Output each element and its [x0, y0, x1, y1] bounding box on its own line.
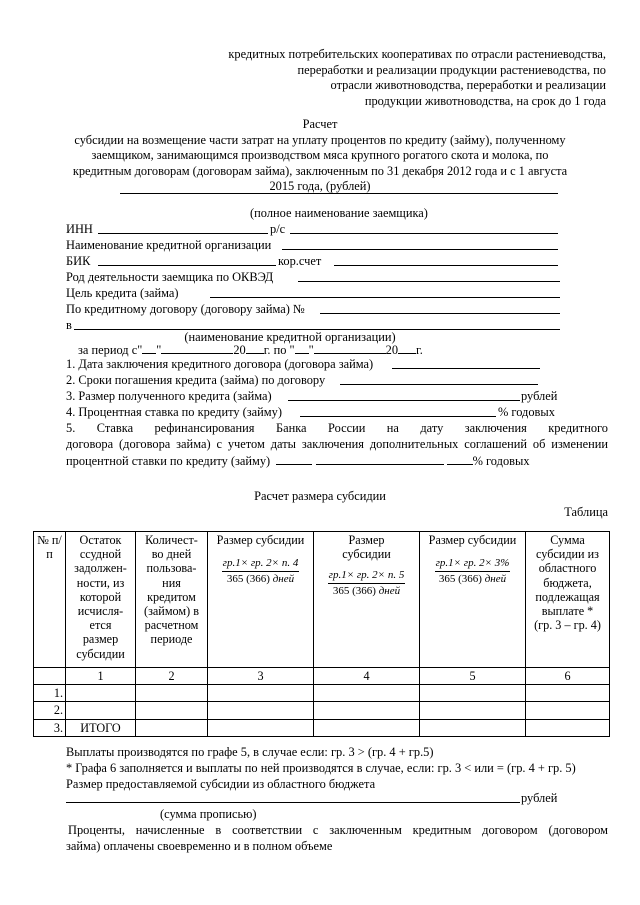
- header-line: Размер субсидии: [216, 533, 305, 547]
- header-line: (займом) в: [144, 604, 199, 619]
- table-cell[interactable]: [136, 702, 208, 719]
- header-line: подлежащая: [535, 589, 600, 604]
- column-number: 1: [66, 668, 136, 685]
- header-line: исчисля-: [77, 604, 124, 619]
- total-label: ИТОГО: [66, 719, 136, 736]
- table-cell[interactable]: [208, 702, 314, 719]
- item-5-prefix: процентной ставки по кредиту (займу): [66, 454, 271, 468]
- item-5-line3: [66, 453, 530, 470]
- period-quote: ": [156, 343, 162, 357]
- period-day-to[interactable]: [295, 342, 309, 354]
- period-mid: г. по ": [263, 343, 295, 357]
- period-month-to[interactable]: [314, 342, 386, 354]
- header-line: отрасли животноводства, переработки и реализации: [330, 78, 606, 93]
- col-subsidy-p5-header: [314, 532, 420, 668]
- purpose-line[interactable]: [210, 286, 560, 298]
- item-3-unit: рублей: [521, 389, 558, 403]
- header-line: кредитных потребительских кооперативах по отрасли растениеводства,: [228, 47, 606, 61]
- row-number: 1.: [34, 685, 66, 702]
- table-cell[interactable]: [526, 719, 610, 736]
- period-year-to: 20: [385, 343, 399, 357]
- inn-line[interactable]: [98, 222, 268, 234]
- header-line: ссудной: [79, 547, 122, 562]
- header-line: расчетном: [144, 618, 199, 633]
- note-3: Размер предоставляемой субсидии из областного бюджета: [66, 777, 376, 791]
- borrower-caption: (полное наименование заемщика): [250, 206, 428, 220]
- column-number: 2: [136, 668, 208, 685]
- column-number: 3: [208, 668, 314, 685]
- denominator-text: 365 (366): [438, 573, 485, 586]
- note-2: * Графа 6 заполняется и выплаты по ней производятся в случае, если: гр. 3 < или = (гр. 4 + гр. 5): [66, 761, 576, 775]
- in-prefix: в: [66, 318, 72, 332]
- header-line: Остаток: [79, 533, 122, 547]
- header-line: субсидии: [342, 547, 391, 562]
- item-5-line2: договора (договора займа) с учетом даты заключения дополнительных соглашений об изменении: [66, 437, 608, 451]
- table-cell[interactable]: [420, 719, 526, 736]
- table-cell[interactable]: [66, 702, 136, 719]
- okved-label: Род деятельности заемщика по ОКВЭД: [66, 270, 274, 284]
- subsidy-table: [33, 531, 610, 737]
- subsidy-amount-line[interactable]: [66, 791, 520, 803]
- col-number-header-text: № п/п: [37, 533, 62, 562]
- item-5-field-2[interactable]: [316, 453, 444, 465]
- corr-account-line[interactable]: [334, 254, 558, 266]
- denominator-text: 365 (366): [226, 573, 273, 586]
- row-number: 2.: [34, 702, 66, 719]
- table-cell[interactable]: [136, 719, 208, 736]
- header-line: Сумма: [550, 533, 585, 547]
- header-line: областного: [538, 561, 597, 576]
- words-caption: (сумма прописью): [160, 807, 257, 821]
- header-line: Размер: [348, 533, 385, 547]
- header-line: Количест-: [145, 533, 198, 547]
- borrower-name-line[interactable]: [120, 193, 558, 194]
- header-block: [228, 47, 606, 109]
- header-line: во дней: [151, 547, 192, 562]
- denominator-unit: дней: [272, 573, 295, 586]
- contract-line[interactable]: [320, 302, 560, 314]
- contract-label: По кредитному договору (договору займа) №: [66, 302, 305, 316]
- formula-p4: [222, 557, 300, 586]
- denominator-text: 365 (366): [332, 585, 379, 598]
- title-line: кредитным договорам (договорам займа), заключенным по 31 декабря 2012 года и с 1 августа: [72, 163, 568, 178]
- header-line: периоде: [150, 632, 193, 647]
- formula-denominator: [328, 584, 406, 598]
- header-line: бюджета,: [543, 575, 592, 590]
- period-quote: ": [308, 343, 314, 357]
- item-4-line[interactable]: [300, 405, 496, 417]
- denominator-unit: дней: [484, 573, 507, 586]
- col-subsidy-3pct-header: [420, 532, 526, 668]
- table-cell[interactable]: [314, 702, 420, 719]
- row-number: 3.: [34, 719, 66, 736]
- header-line: ния: [162, 575, 181, 590]
- header-line: задолжен-: [74, 561, 127, 576]
- header-line: которой: [79, 589, 122, 604]
- period-year-from-field[interactable]: [246, 342, 264, 354]
- title-line: субсидии на возмещение части затрат на уплату процентов по кредиту (займу), полученному: [74, 132, 566, 147]
- table-cell[interactable]: [420, 702, 526, 719]
- item-4-unit: % годовых: [498, 405, 555, 419]
- item-2-line[interactable]: [340, 373, 538, 385]
- formula-p5: [328, 569, 406, 598]
- inn-label: ИНН: [66, 222, 93, 236]
- table-cell[interactable]: [420, 685, 526, 702]
- title-line: заемщиком, занимающимся производством мяса крупного рогатого скота и молока, по: [91, 148, 549, 162]
- col-days-header: [136, 532, 208, 668]
- period-year-from: 20: [233, 343, 246, 357]
- header-line: (гр. 3 – гр. 4): [534, 618, 601, 633]
- table-header-row: [34, 532, 610, 668]
- note-1: Выплаты производятся по графе 5, в случае если: гр. 3 > (гр. 4 + гр.5): [66, 745, 434, 759]
- table-cell: [34, 668, 66, 685]
- item-5-field-3[interactable]: [447, 453, 473, 465]
- corr-account-label: кор.счет: [278, 254, 322, 268]
- item-3-line[interactable]: [288, 389, 520, 401]
- header-line: Размер субсидии: [428, 533, 517, 547]
- bank-caption: (наименование кредитной организации): [184, 330, 396, 344]
- final-line-1: Проценты, начисленные в соответствии с заключенным кредитным договором (договором: [68, 823, 608, 837]
- table-cell[interactable]: [314, 685, 420, 702]
- formula-numerator: гр.1× гр. 2× п. 4: [222, 557, 300, 572]
- table-row: [34, 702, 610, 719]
- bank-name-line[interactable]: [282, 238, 558, 250]
- header-line: субсидии: [76, 646, 125, 661]
- table-row: [34, 685, 610, 702]
- col-balance-header: [66, 532, 136, 668]
- header-line: продукции животноводства, на срок до 1 года: [364, 93, 606, 108]
- item-5-unit: % годовых: [472, 454, 530, 468]
- item-2-label: 2. Сроки погашения кредита (займа) по договору: [66, 373, 326, 387]
- header-line: переработки и реализации продукции растениеводства, по: [297, 62, 606, 77]
- formula-denominator: [222, 572, 300, 586]
- period-day-from[interactable]: [142, 342, 156, 354]
- table-cell[interactable]: [526, 685, 610, 702]
- period-month-from[interactable]: [161, 342, 233, 354]
- table-row-total: [34, 719, 610, 736]
- col-total-header: [526, 532, 610, 668]
- col-subsidy-p4-header: [208, 532, 314, 668]
- col-number-header: [34, 532, 66, 668]
- bik-line[interactable]: [98, 254, 276, 266]
- column-numbers-row: [34, 668, 610, 685]
- account-line[interactable]: [290, 222, 558, 234]
- title-main: Расчет: [302, 117, 338, 131]
- calc-title: Расчет размера субсидии: [254, 489, 386, 503]
- item-5-field-1[interactable]: [276, 453, 312, 465]
- column-number: 6: [526, 668, 610, 685]
- header-line: ности, из: [76, 575, 125, 590]
- item-1-line[interactable]: [392, 357, 540, 369]
- table-cell[interactable]: [136, 685, 208, 702]
- item-3-label: 3. Размер полученного кредита (займа): [66, 389, 272, 403]
- bank-name-label: Наименование кредитной организации: [66, 238, 272, 252]
- header-line: выплате *: [541, 604, 594, 619]
- account-label: р/с: [270, 222, 286, 236]
- header-line: размер: [82, 632, 119, 647]
- formula-numerator: гр.1× гр. 2× п. 5: [328, 569, 406, 584]
- formula-numerator: гр.1× гр. 2× 3%: [435, 557, 511, 572]
- title-line: 2015 года, (рублей): [269, 179, 371, 193]
- table-cell[interactable]: [208, 719, 314, 736]
- item-1-label: 1. Дата заключения кредитного договора (договора займа): [66, 357, 374, 371]
- header-line: кредитом: [147, 589, 196, 604]
- header-line: ется: [89, 618, 112, 633]
- purpose-label: Цель кредита (займа): [66, 286, 179, 300]
- column-number: 5: [420, 668, 526, 685]
- period-prefix: за период с": [78, 343, 143, 357]
- item-4-label: 4. Процентная ставка по кредиту (займу): [66, 405, 282, 419]
- period-suffix: г.: [416, 343, 423, 357]
- rub-unit: рублей: [521, 791, 558, 805]
- table-cell[interactable]: [314, 719, 420, 736]
- bik-label: БИК: [66, 254, 91, 268]
- formula-denominator: [435, 572, 511, 586]
- formula-3pct: [435, 557, 511, 586]
- table-label: Таблица: [564, 505, 608, 519]
- header-line: субсидии из: [536, 547, 599, 562]
- column-number: 4: [314, 668, 420, 685]
- header-line: пользова-: [146, 561, 197, 576]
- period-year-to-field[interactable]: [398, 342, 416, 354]
- table-cell[interactable]: [66, 685, 136, 702]
- table-cell[interactable]: [208, 685, 314, 702]
- bank-line[interactable]: [74, 318, 560, 330]
- final-line-2: займа) оплачены своевременно и в полном объеме: [66, 839, 333, 853]
- item-5-line1: 5. Ставка рефинансирования Банка России на дату заключения кредитного: [66, 421, 608, 435]
- okved-line[interactable]: [298, 270, 560, 282]
- title-block: [40, 117, 600, 195]
- table-cell[interactable]: [526, 702, 610, 719]
- denominator-unit: дней: [378, 585, 401, 598]
